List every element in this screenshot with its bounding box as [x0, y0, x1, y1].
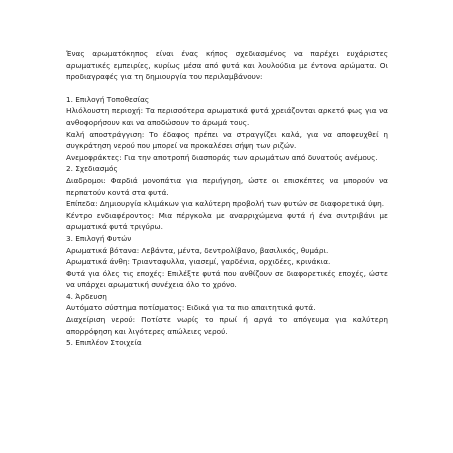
section-heading-irrigation: 4. Άρδευση: [66, 291, 107, 301]
irrigation-item-water-management: Διαχείριση νερού: Ποτίστε νωρίς το πρωί ή αργά το απόγευμα για καλύτερη απορρόφηση και λιγότερες απώλειες νερού.: [66, 315, 388, 336]
plants-item-flowers: Αρωματικά άνθη: Τριανταφυλλα, γιασεμί, γαρδένια, ορχιδέες, κρινάκια.: [66, 257, 331, 267]
location-item-sunny: Ηλιόλουστη περιοχή: Τα περισσότερα αρωματικά φυτά χρειάζονται αρκετό φως για να ανθοφορήσουν και να αποδώσουν το άρωμά τους.: [66, 106, 388, 127]
document-page: [66, 48, 388, 349]
plants-item-herbs: Αρωματικά βότανα: Λεβάντα, μέντα, δεντρολίβανο, βασιλικός, θυμάρι.: [66, 245, 329, 255]
plants-item-seasons: Φυτά για όλες τις εποχές: Επιλέξτε φυτά που ανθίζουν σε διαφορετικές εποχές, ώστε να υπάρχει αρωματική συνέχεια όλο το χρόνο.: [66, 268, 388, 290]
design-item-paths: Διαδρομοι: Φαρδιά μονοπάτια για περιήγηση, ώστε οι επισκέπτες να μπορούν να περπατούν κοντά στα φυτά.: [66, 175, 388, 197]
location-item-drainage: Καλή αποστράγγιση: Το έδαφος πρέπει να στραγγίζει καλά, για να αποφευχθεί η συγκράτηση νερού που μπορεί να προκαλέσει σήψη των ριζών.: [66, 129, 388, 151]
section-heading-plants: 3. Επιλογή Φυτών: [66, 233, 132, 243]
section-heading-location: 1. Επιλογή Τοποθεσίας: [66, 94, 150, 104]
irrigation-item-automatic: Αυτόματο σύστημα ποτίσματος: Ειδικά για τα πιο απαιτητικά φυτά.: [66, 303, 316, 313]
section-heading-design: 2. Σχεδιασμός: [66, 164, 118, 174]
design-item-levels: Επίπεδα: Δημιουργία κλιμάκων για καλύτερη προβολή των φυτών σε διαφορετικά ύψη.: [66, 199, 385, 209]
design-item-focal-point: Κέντρο ενδιαφέροντος: Μια πέργκολα με αναρριχώμενα φυτά ή ένα σιντριβάνι με αρωματικά φυτά τριγύρω.: [66, 210, 388, 232]
paragraph-gap: [66, 83, 388, 94]
intro-paragraph: Ένας αρωματόκηπος είναι ένας κήπος σχεδιασμένος να παρέχει ευχάριστες αρωματικές εμπειρίες, κυρίως μέσα από φυτά και λουλούδια με έντονα αρώματα. Οι προδιαγραφές για τη δημιουργία του περιλαμβάνουν:: [66, 49, 388, 82]
section-heading-extras: 5. Επιπλέον Στοιχεία: [66, 338, 142, 348]
location-item-windbreaks: Ανεμοφράκτες: Για την αποτροπή διασποράς των αρωμάτων από δυνατούς ανέμους.: [66, 152, 378, 162]
